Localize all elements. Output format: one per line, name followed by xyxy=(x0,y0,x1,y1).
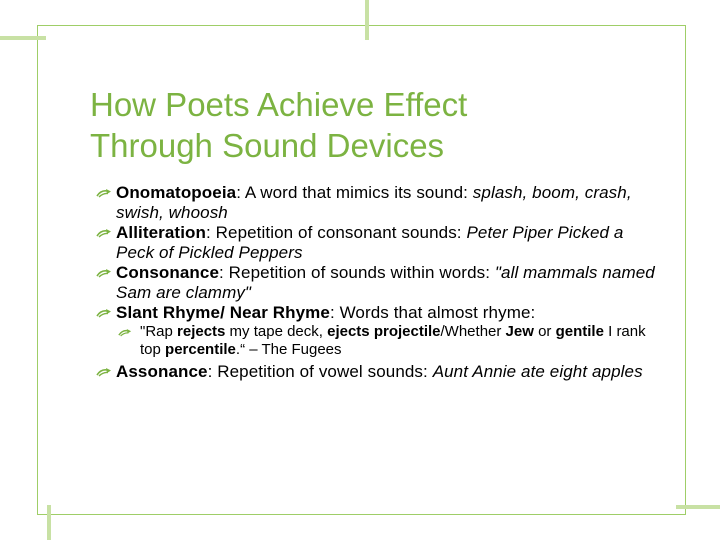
decor-stripe-left xyxy=(0,36,46,40)
bullet-text: : Words that almost rhyme: xyxy=(329,303,536,322)
bullet-alliteration xyxy=(96,223,656,263)
slide-body xyxy=(96,183,656,382)
bullet-text: : Repetition of sounds within words: xyxy=(219,263,495,282)
arrow-bullet-icon xyxy=(96,268,112,278)
bullet-term: Consonance xyxy=(116,263,220,282)
quote-rhyme: gentile xyxy=(555,323,604,340)
bullet-term: Alliteration xyxy=(116,223,206,242)
quote-text: /Whether xyxy=(440,323,506,340)
decor-stripe-bottom xyxy=(47,505,51,540)
quote-text: "Rap xyxy=(140,323,178,340)
quote-rhyme: Jew xyxy=(505,323,534,340)
title-line-1: How Poets Achieve Effect xyxy=(90,86,468,123)
bullet-text: : A word that mimics its sound: xyxy=(236,183,473,202)
bullet-example: "all mammals named Sam are clammy" xyxy=(116,263,655,302)
sub-bullet-fugees xyxy=(96,323,656,359)
quote-text: my tape deck, xyxy=(225,323,328,340)
slide-title xyxy=(90,84,650,166)
quote-attribution: .“ – The Fugees xyxy=(235,341,342,358)
bullet-term: Slant Rhyme/ Near Rhyme xyxy=(116,303,330,322)
decor-stripe-top xyxy=(365,0,369,40)
quote-text: or xyxy=(533,323,556,340)
bullet-consonance xyxy=(96,263,656,303)
arrow-bullet-icon xyxy=(118,328,132,337)
bullet-onomatopoeia xyxy=(96,183,656,223)
quote-rhyme: percentile xyxy=(165,341,236,358)
quote-rhyme: ejects xyxy=(327,323,370,340)
arrow-bullet-icon xyxy=(96,308,112,318)
arrow-bullet-icon xyxy=(96,188,112,198)
bullet-term: Onomatopoeia xyxy=(116,183,237,202)
bullet-term: Assonance xyxy=(116,362,208,381)
bullet-text: : Repetition of consonant sounds: xyxy=(206,223,467,242)
quote-text: I rank top xyxy=(140,323,646,358)
bullet-example: splash, boom, crash, swish, whoosh xyxy=(116,183,632,222)
bullet-example: Peter Piper Picked a Peck of Pickled Peppers xyxy=(116,223,624,262)
arrow-bullet-icon xyxy=(96,228,112,238)
quote-rhyme: rejects xyxy=(177,323,226,340)
title-line-2: Through Sound Devices xyxy=(90,127,445,164)
quote-rhyme: projectile xyxy=(373,323,441,340)
bullet-text: : Repetition of vowel sounds: xyxy=(207,362,433,381)
bullet-example: Aunt Annie ate eight apples xyxy=(432,362,643,381)
decor-stripe-right xyxy=(676,505,720,509)
bullet-slant-rhyme xyxy=(96,303,656,323)
bullet-assonance xyxy=(96,362,656,382)
arrow-bullet-icon xyxy=(96,367,112,377)
